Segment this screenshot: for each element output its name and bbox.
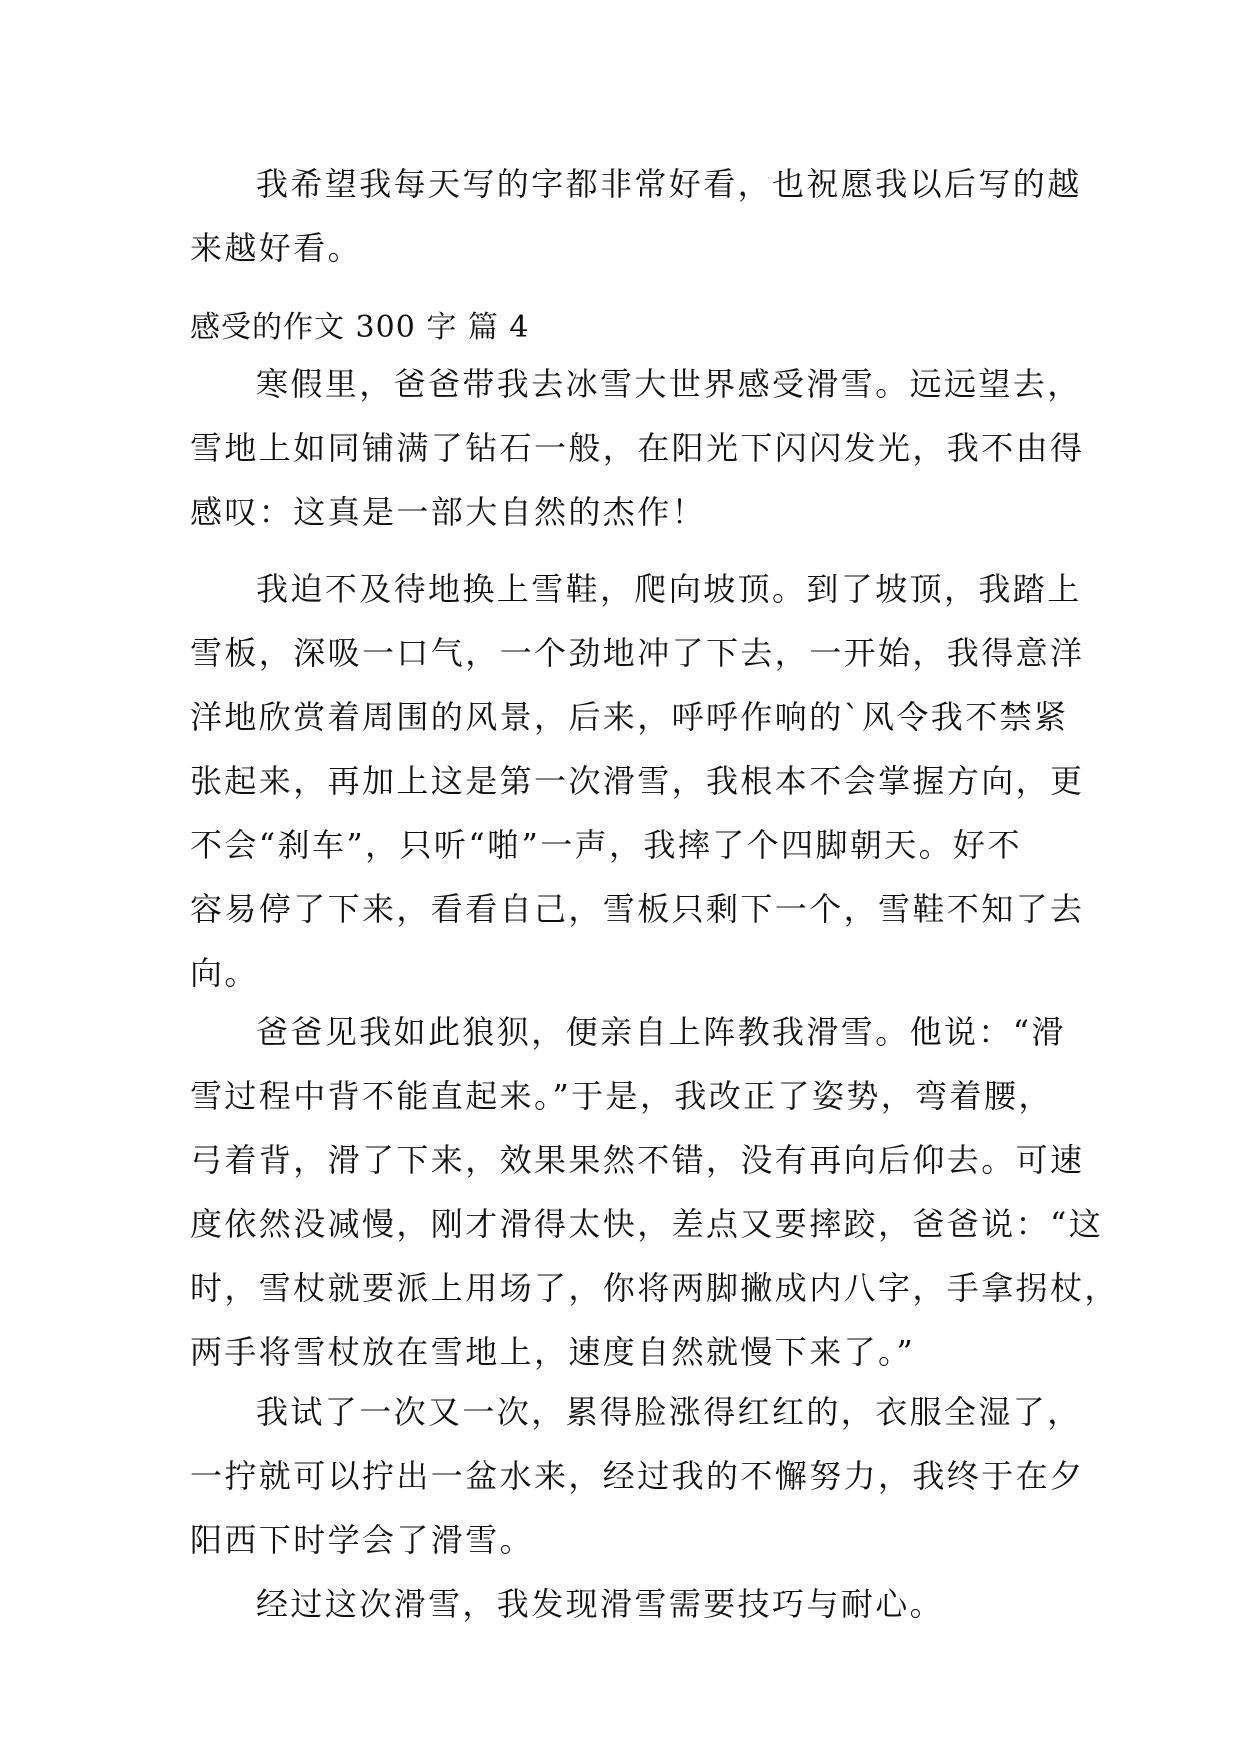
paragraph-line: 来越好看。 bbox=[190, 229, 363, 267]
paragraph-4 bbox=[190, 1380, 1085, 1572]
paragraph-line: 时，雪杖就要派上用场了，你将两脚撇成内八字，手拿拐杖， bbox=[190, 1269, 1119, 1307]
paragraph-line: 弓着背，滑了下来，效果果然不错，没有再向后仰去。可速 bbox=[190, 1141, 1085, 1179]
paragraph-line: 雪过程中背不能直起来。”于是，我改正了姿势，弯着腰， bbox=[190, 1077, 1053, 1115]
intro-paragraph bbox=[190, 152, 1082, 280]
section-title-text: 感受的作文 300 字 篇 4 bbox=[190, 310, 530, 345]
paragraph-line: 经过这次滑雪，我发现滑雪需要技巧与耐心。 bbox=[256, 1585, 945, 1623]
paragraph-line: 度依然没减慢，刚才滑得太快，差点又要摔跤，爸爸说：“这 bbox=[190, 1205, 1104, 1243]
paragraph-3 bbox=[190, 1000, 1119, 1384]
paragraph-line: 我迫不及待地换上雪鞋，爬向坡顶。到了坡顶，我踏上 bbox=[256, 570, 1082, 608]
paragraph-line: 容易停了下来，看看自己，雪板只剩下一个，雪鞋不知了去 bbox=[190, 890, 1085, 928]
paragraph-line: 一拧就可以拧出一盆水来，经过我的不懈努力，我终于在夕 bbox=[190, 1457, 1085, 1495]
paragraph-2 bbox=[190, 557, 1085, 1005]
paragraph-line: 向。 bbox=[190, 954, 259, 992]
paragraph-line: 我希望我每天写的字都非常好看，也祝愿我以后写的越 bbox=[256, 165, 1082, 203]
paragraph-line: 阳西下时学会了滑雪。 bbox=[190, 1521, 535, 1559]
paragraph-line: 不会“刹车”，只听“啪”一声，我摔了个四脚朝天。好不 bbox=[190, 826, 1022, 864]
paragraph-1 bbox=[190, 352, 1085, 544]
section-title bbox=[190, 296, 1070, 360]
paragraph-line: 寒假里，爸爸带我去冰雪大世界感受滑雪。远远望去， bbox=[256, 365, 1082, 403]
paragraph-line: 雪地上如同铺满了钻石一般，在阳光下闪闪发光，我不由得 bbox=[190, 429, 1085, 467]
paragraph-line: 张起来，再加上这是第一次滑雪，我根本不会掌握方向，更 bbox=[190, 762, 1085, 800]
paragraph-5 bbox=[190, 1572, 1070, 1636]
paragraph-line: 两手将雪杖放在雪地上，速度自然就慢下来了。” bbox=[190, 1333, 916, 1371]
paragraph-line: 爸爸见我如此狼狈，便亲自上阵教我滑雪。他说：“滑 bbox=[256, 1013, 1066, 1051]
paragraph-line: 洋地欣赏着周围的风景，后来，呼呼作响的`风令我不禁紧 bbox=[190, 698, 1069, 736]
paragraph-line: 我试了一次又一次，累得脸涨得红红的，衣服全湿了， bbox=[256, 1393, 1082, 1431]
paragraph-line: 雪板，深吸一口气，一个劲地冲了下去，一开始，我得意洋 bbox=[190, 634, 1085, 672]
paragraph-line: 感叹：这真是一部大自然的杰作！ bbox=[190, 493, 707, 531]
